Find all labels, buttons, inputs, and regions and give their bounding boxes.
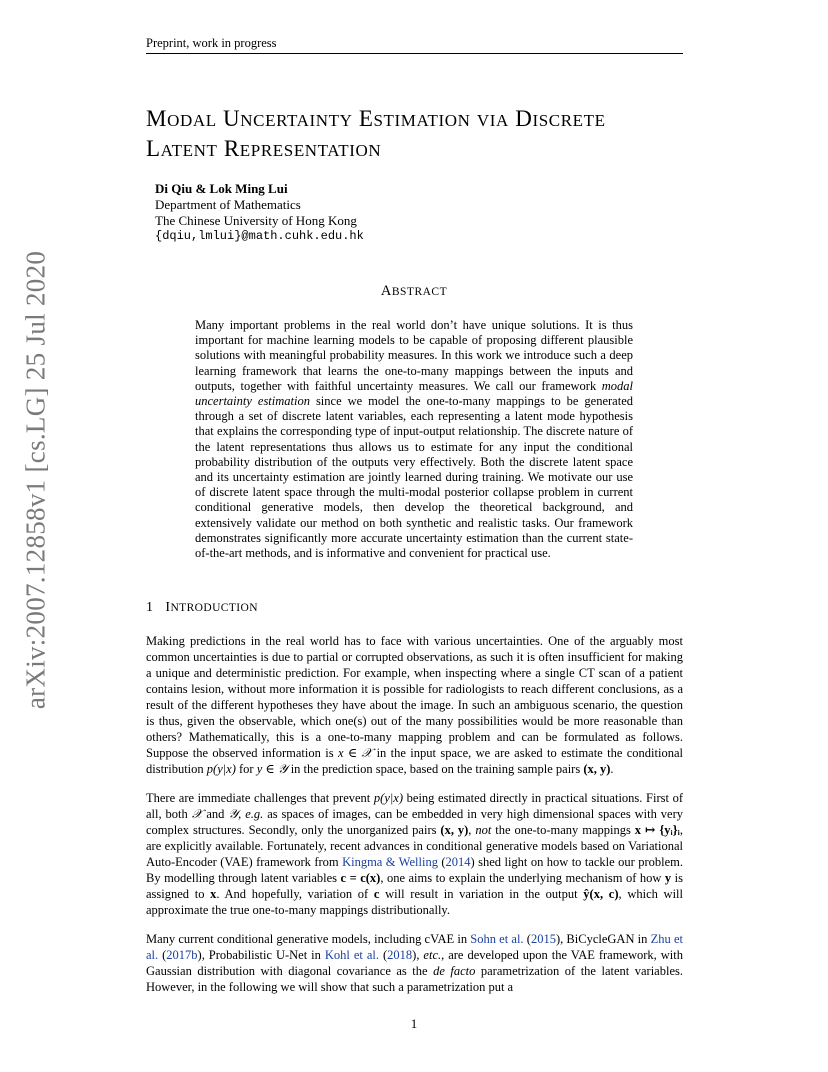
page-number: 1 xyxy=(410,1016,418,1031)
citation-link[interactable]: Kingma & Welling xyxy=(342,855,438,869)
citation-link[interactable]: 2015 xyxy=(530,932,556,946)
citation-link[interactable]: Sohn et al. xyxy=(470,932,524,946)
intro-paragraph-1: Making predictions in the real world has to face with various uncertainties. One of the arguably most common uncertainties is due to partial or corrupted observations, as such it is often insufficient for making a unique and deterministic prediction. For example, when inspecting where a single CT scan of a patient contains lesion, without more information it is possible for radiologists to reach different conclusions, as a result of the different hypotheses they have about the image. In such an ambiguous scenario, the question is thus, given the observable, which one(s) out of the many possibilities would be more reasonable than others? Mathematically, this is a one-to-many mapping problem and can be formulated as follows. Suppose the observed information is x ∈ 𝒳 in the input space, we are asked to estimate the conditional distribution p(y|x) for y ∈ 𝒴 in the prediction space, based on the training sample pairs (x, y). xyxy=(146,634,683,776)
citation-link[interactable]: Kohl et al. xyxy=(324,948,380,962)
arxiv-identifier-stamp: arXiv:2007.12858v1 [cs.LG] 25 Jul 2020 xyxy=(20,250,51,710)
citation-link[interactable]: 2017b xyxy=(166,948,198,962)
title-line-2: LATENT REPRESENTATION xyxy=(146,136,382,161)
author-names: Di Qiu & Lok Ming Lui xyxy=(155,181,288,196)
author-university: The Chinese University of Hong Kong xyxy=(155,213,357,228)
author-department: Department of Mathematics xyxy=(155,197,301,212)
intro-paragraph-3: Many current conditional generative models, including cVAE in Sohn et al. (2015), BiCycleGAN in Zhu et al. (2017b), Probabilistic U-Net in Kohl et al. (2018), etc., are developed upon the VAE framework, with Gaussian distribution with diagonal covariance as the de facto parametrization of the latent variables. However, in the following we will show that such a parametrization put a xyxy=(146,932,683,994)
abstract-text: Many important problems in the real world don’t have unique solutions. It is thus important for machine learning models to be capable of proposing different plausible solutions with meaningful probability measures. In this work we introduce such a deep learning framework that learns the one-to-many mappings between the inputs and outputs, together with faithful uncertainty measures. We call our framework modal uncertainty estimation since we model the one-to-many mappings to be generated through a set of discrete latent variables, each representing a latent mode hypothesis that explains the corresponding type of input-output relationship. The discrete nature of the latent representations thus allows us to estimate for any input the conditional probability distribution of the outputs very effectively. Both the discrete latent space and its uncertainty estimation are jointly learned during training. We motivate our use of discrete latent space through the multi-modal posterior collapse problem in current conditional generative models, then develop the theoretical background, and extensively validate our method on both synthetic and realistic tasks. Our framework demonstrates significantly more accurate uncertainty estimation than the current state-of-the-art methods, and is informative and convenient for practical use. xyxy=(195,318,633,561)
header-rule xyxy=(146,53,683,54)
author-email: {dqiu,lmlui}@math.cuhk.edu.hk xyxy=(155,229,364,243)
citation-link[interactable]: Zhu et al. xyxy=(146,932,683,962)
paper-title xyxy=(146,105,606,165)
intro-paragraph-2: There are immediate challenges that prevent p(y|x) being estimated directly in practical situations. First of all, both 𝒳 and 𝒴, e.g. as spaces of images, can be embedded in very high dimensional spaces with very complex structures. Secondly, only the unorganized pairs (x, y), not the one-to-many mappings x ↦ {yᵢ}ᵢ, are explicitly available. Fortunately, recent advances in conditional generative models based on Variational Auto-Encoder (VAE) framework from Kingma & Welling (2014) shed light on how to tackle our problem. By modelling through latent variables c = c(x), one aims to explain the underlying mechanism of how y is assigned to x. And hopefully, variation of c will result in variation in the output ŷ(x, c), which will approximate the true one-to-many mappings distributionally. xyxy=(146,791,684,917)
citation-link[interactable]: 2018 xyxy=(387,948,413,962)
abstract-heading: ABSTRACT xyxy=(380,283,448,299)
citation-link[interactable]: 2014 xyxy=(445,855,471,869)
running-head: Preprint, work in progress xyxy=(146,36,277,50)
section-heading-introduction: 1 INTRODUCTION xyxy=(146,600,258,615)
title-line-1: MODAL UNCERTAINTY ESTIMATION VIA DISCRETE xyxy=(146,106,606,131)
